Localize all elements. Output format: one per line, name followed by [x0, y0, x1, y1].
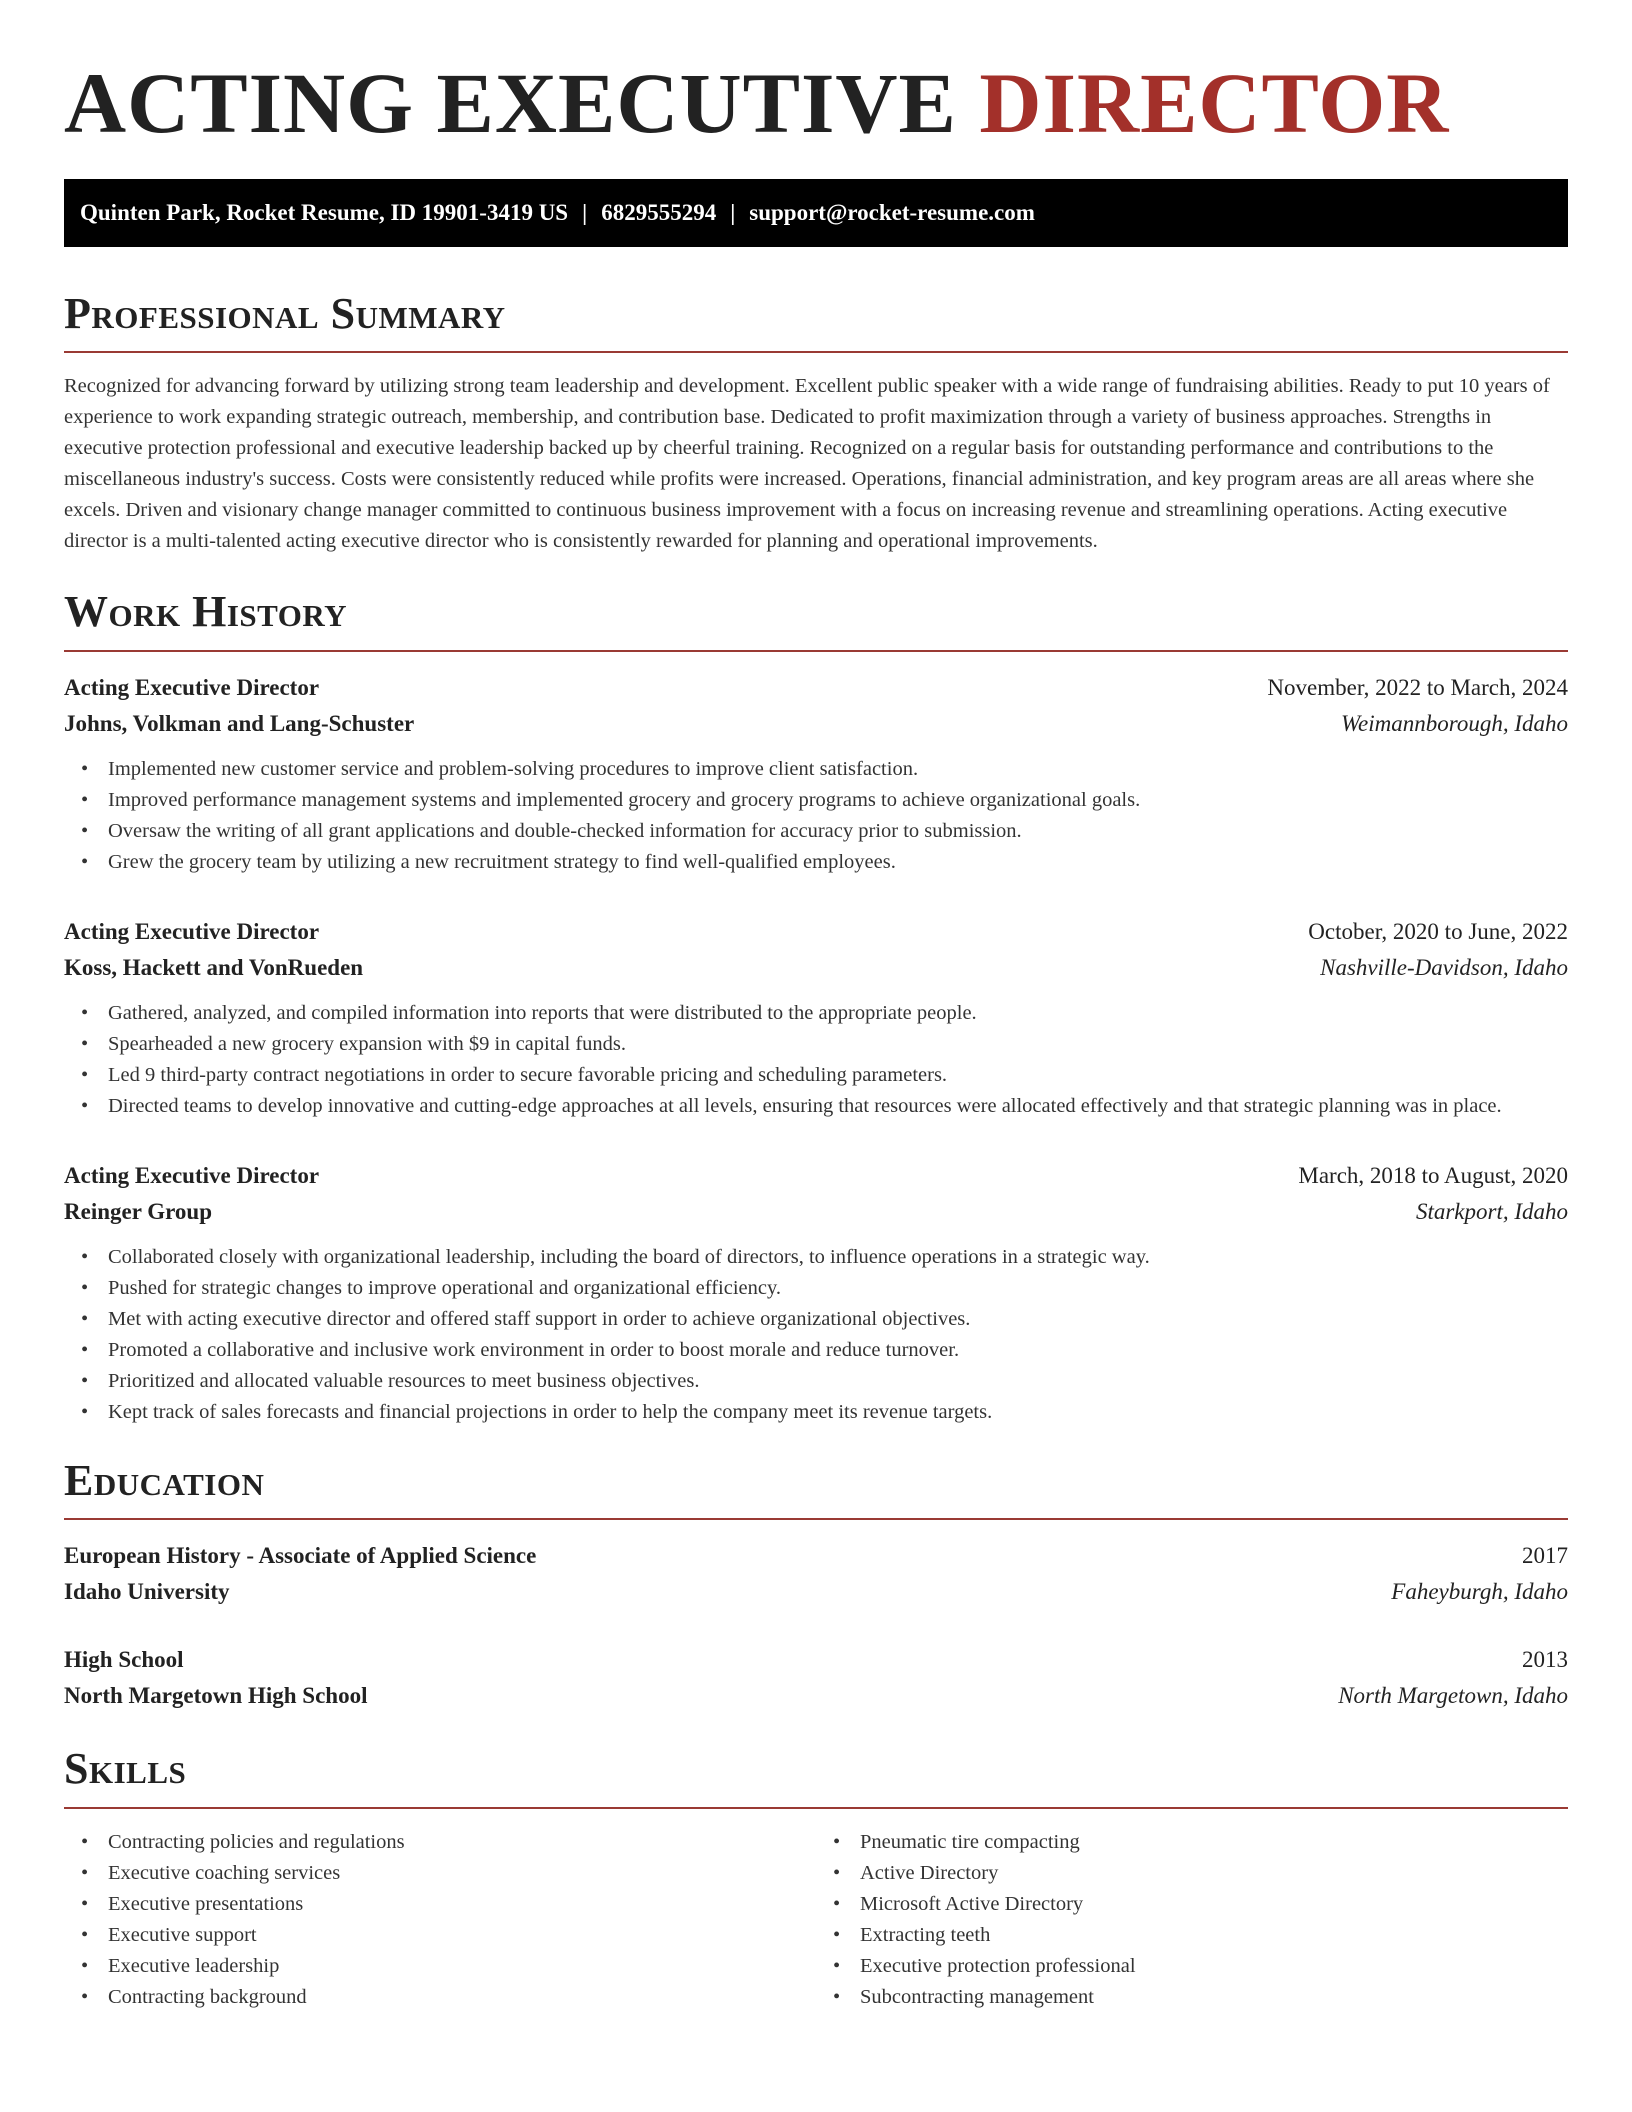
contact-separator: |: [730, 199, 736, 225]
skill-item: • Active Directory: [816, 1858, 1568, 1889]
job-company: Johns, Volkman and Lang-Schuster: [64, 710, 415, 736]
job-title: Acting Executive Director: [64, 1162, 320, 1188]
job-location: Nashville-Davidson, Idaho: [1320, 954, 1568, 980]
job-entry: [64, 914, 1568, 1122]
skill-item: • Microsoft Active Directory: [816, 1889, 1568, 1920]
section-divider: [64, 351, 1568, 353]
skill-item: • Executive leadership: [64, 1951, 816, 1982]
skill-item: • Executive coaching services: [64, 1858, 816, 1889]
education-year: 2017: [1522, 1543, 1568, 1569]
education-school-row: [64, 1678, 1568, 1714]
job-company-row: [64, 1194, 1568, 1230]
job-bullet: • Improved performance management systems and implemented grocery and grocery programs to achieve organizational goals.: [64, 785, 1568, 816]
skill-item: • Executive protection professional: [816, 1951, 1568, 1982]
job-title: Acting Executive Director: [64, 674, 320, 700]
section-divider: [64, 650, 1568, 652]
job-company: Reinger Group: [64, 1198, 213, 1224]
skill-item: • Subcontracting management: [816, 1982, 1568, 2013]
job-header-row: [64, 1158, 1568, 1194]
summary-section: [64, 289, 1568, 558]
skill-item: • Executive presentations: [64, 1889, 816, 1920]
summary-text: Recognized for advancing forward by utilizing strong team leadership and development. Excellent public speaker with a wide range of fundraising abilities. Ready to put 10 years of experience to work expanding strategic outreach, membership, and contribution base. Dedicated to profit maximization through a variety of business approaches. Strengths in executive protection professional and executive leadership backed up by cheerful training. Recognized on a regular basis for outstanding performance and contributions to the miscellaneous industry's success. Costs were consistently reduced while profits were increased. Operations, financial administration, and key program areas are all areas where she excels. Driven and visionary change manager committed to continuous business improvement with a focus on increasing revenue and streamlining operations. Acting executive director is a multi-talented acting executive director who is consistently rewarded for planning and operational improvements.: [64, 375, 1550, 553]
skills-section: [64, 1744, 1568, 2013]
job-bullet: • Grew the grocery team by utilizing a new recruitment strategy to find well-qualified employees.: [64, 847, 1568, 878]
job-dates: October, 2020 to June, 2022: [1308, 918, 1568, 944]
section-divider: [64, 1518, 1568, 1520]
skill-item: • Contracting policies and regulations: [64, 1827, 816, 1858]
job-title: Acting Executive Director: [64, 918, 320, 944]
education-school: North Margetown High School: [64, 1683, 368, 1709]
skills-columns: [64, 1827, 1568, 2013]
contact-address: Quinten Park, Rocket Resume, ID 19901-3419 US: [80, 199, 569, 225]
job-company-row: [64, 950, 1568, 986]
job-bullet: • Gathered, analyzed, and compiled information into reports that were distributed to the appropriate people.: [64, 998, 1568, 1029]
skills-list-right: [816, 1827, 1568, 2013]
work-history-heading: Work History: [64, 587, 348, 637]
job-entry: [64, 1158, 1568, 1428]
education-location: Faheyburgh, Idaho: [1391, 1579, 1568, 1605]
education-degree: High School: [64, 1647, 184, 1673]
education-entry: [64, 1538, 1568, 1610]
education-degree: European History - Associate of Applied Science: [64, 1543, 537, 1569]
job-header-row: [64, 670, 1568, 706]
job-company: Koss, Hackett and VonRueden: [64, 954, 364, 980]
job-location: Weimannborough, Idaho: [1340, 710, 1568, 736]
job-bullet: • Implemented new customer service and problem-solving procedures to improve client satisfaction.: [64, 754, 1568, 785]
job-bullet: • Kept track of sales forecasts and financial projections in order to help the company meet its revenue targets.: [64, 1397, 1568, 1428]
job-entry: [64, 670, 1568, 878]
education-school-row: [64, 1574, 1568, 1610]
education-entry: [64, 1642, 1568, 1714]
job-bullet: • Spearheaded a new grocery expansion with $9 in capital funds.: [64, 1029, 1568, 1060]
job-bullet: • Collaborated closely with organizational leadership, including the board of directors, to influence operations in a strategic way.: [64, 1242, 1568, 1273]
contact-bar: [64, 179, 1568, 247]
job-bullet: • Oversaw the writing of all grant applications and double-checked information for accuracy prior to submission.: [64, 816, 1568, 847]
job-bullet: • Prioritized and allocated valuable resources to meet business objectives.: [64, 1366, 1568, 1397]
title-accent: DIRECTOR: [979, 55, 1450, 151]
education-degree-row: [64, 1538, 1568, 1574]
job-bullets: [64, 998, 1568, 1122]
education-location: North Margetown, Idaho: [1338, 1683, 1568, 1709]
job-bullets: [64, 1242, 1568, 1428]
job-dates: March, 2018 to August, 2020: [1298, 1162, 1568, 1188]
job-bullet: • Pushed for strategic changes to improve operational and organizational efficiency.: [64, 1273, 1568, 1304]
education-degree-row: [64, 1642, 1568, 1678]
education-year: 2013: [1522, 1647, 1568, 1673]
education-heading: Education: [64, 1455, 265, 1505]
job-bullets: [64, 754, 1568, 878]
contact-separator: |: [582, 199, 588, 225]
resume-title: [64, 56, 1568, 151]
section-divider: [64, 1807, 1568, 1809]
education-school: Idaho University: [64, 1579, 230, 1605]
summary-heading: Professional Summary: [64, 288, 506, 338]
skills-list-left: [64, 1827, 816, 2013]
education-section: [64, 1456, 1568, 1715]
work-history-section: [64, 587, 1568, 1428]
job-header-row: [64, 914, 1568, 950]
job-bullet: • Met with acting executive director and offered staff support in order to achieve organizational objectives.: [64, 1304, 1568, 1335]
skill-item: • Executive support: [64, 1920, 816, 1951]
job-company-row: [64, 706, 1568, 742]
skill-item: • Contracting background: [64, 1982, 816, 2013]
contact-phone: 6829555294: [601, 199, 717, 225]
skill-item: • Extracting teeth: [816, 1920, 1568, 1951]
title-main: ACTING EXECUTIVE: [64, 55, 980, 151]
skills-heading: Skills: [64, 1744, 187, 1794]
job-bullet: • Led 9 third-party contract negotiations in order to secure favorable pricing and scheduling parameters.: [64, 1060, 1568, 1091]
skill-item: • Pneumatic tire compacting: [816, 1827, 1568, 1858]
contact-email: support@rocket-resume.com: [749, 199, 1035, 225]
job-location: Starkport, Idaho: [1415, 1198, 1568, 1224]
job-bullet: • Promoted a collaborative and inclusive work environment in order to boost morale and reduce turnover.: [64, 1335, 1568, 1366]
job-bullet: • Directed teams to develop innovative and cutting-edge approaches at all levels, ensuring that resources were allocated effectively and that strategic planning was in place.: [64, 1091, 1568, 1122]
job-dates: November, 2022 to March, 2024: [1267, 674, 1568, 700]
